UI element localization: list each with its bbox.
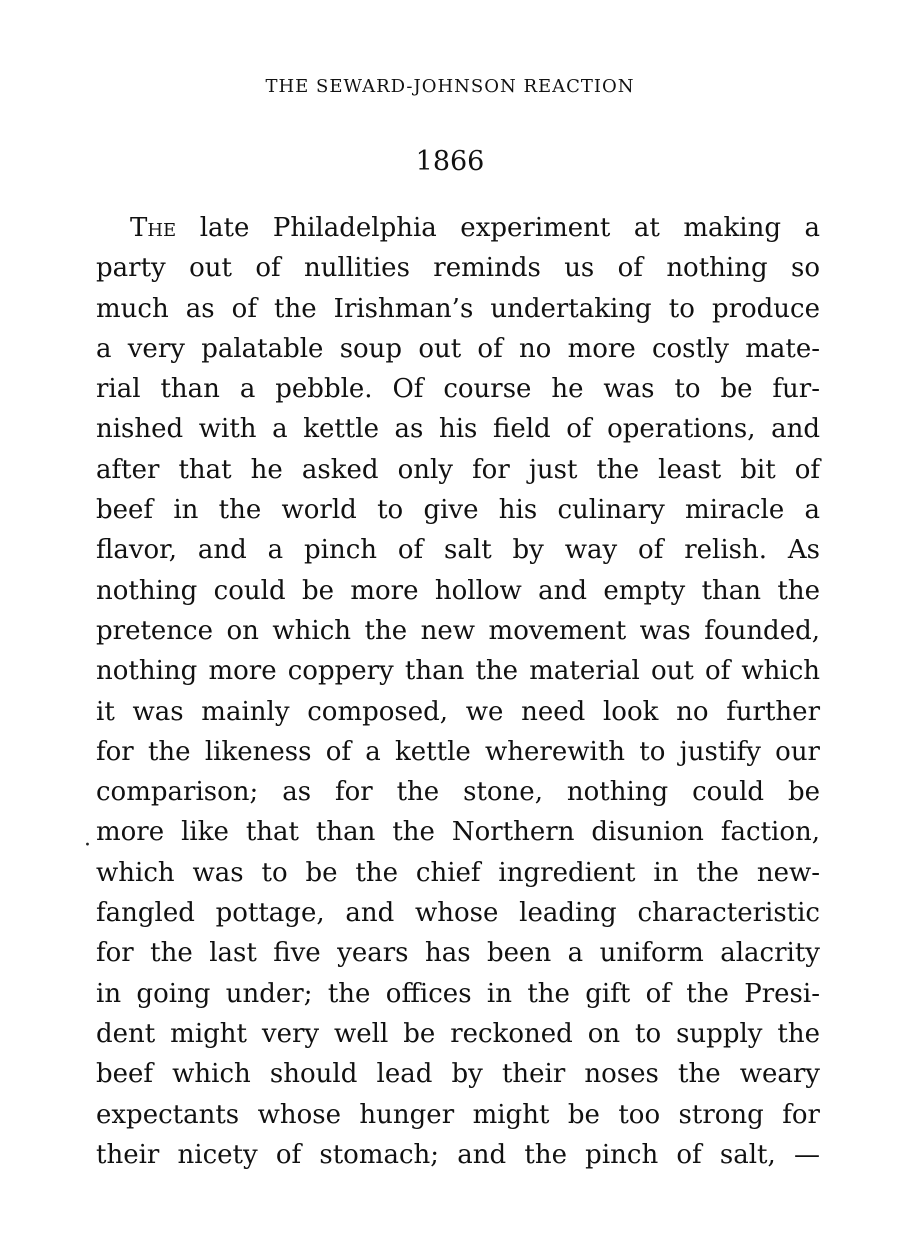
text-line: it was mainly composed, we need look no further (96, 696, 820, 727)
text-line: dent might very well be reckoned on to supply the (96, 1018, 820, 1049)
drop-word: The (130, 213, 177, 243)
text-line: in going under; the offices in the gift of the Presi- (96, 978, 820, 1009)
text-line: rial than a pebble. Of course he was to be fur- (96, 374, 820, 405)
body-paragraph (96, 208, 820, 1175)
text-line: expectants whose hunger might be too strong for (96, 1099, 820, 1130)
text-line: nished with a kettle as his field of operations, and (96, 414, 820, 445)
text-line: for the likeness of a kettle wherewith to justify our (96, 736, 820, 767)
text-line: much as of the Irishman’s undertaking to produce (96, 293, 820, 324)
text-line: their nicety of stomach; and the pinch of salt, — (96, 1139, 820, 1170)
text-line: a very palatable soup out of no more costly mate- (96, 333, 820, 364)
chapter-title: THE SEWARD-JOHNSON REACTION (265, 76, 635, 97)
text-line: The late Philadelphia experiment at making a (130, 213, 820, 243)
chapter-year: 1866 (415, 146, 485, 177)
text-line: for the last five years has been a uniform alacrity (96, 938, 820, 969)
text-line: nothing more coppery than the material out of which (96, 656, 820, 687)
text-line: comparison; as for the stone, nothing could be (96, 777, 820, 808)
text-line: fangled pottage, and whose leading characteristic (96, 898, 820, 929)
text-line: more like that than the Northern disunion faction, (96, 817, 820, 848)
margin-dot: · (84, 833, 91, 858)
text-line: nothing could be more hollow and empty than the (96, 575, 820, 606)
text-line: pretence on which the new movement was founded, (96, 615, 820, 646)
text-line: beef in the world to give his culinary miracle a (96, 495, 820, 526)
text-line: flavor, and a pinch of salt by way of relish. As (96, 535, 820, 566)
text-line: party out of nullities reminds us of nothing so (96, 253, 820, 284)
text-line: after that he asked only for just the least bit of (96, 454, 820, 485)
text-line: beef which should lead by their noses the weary (96, 1059, 820, 1090)
text-line: which was to be the chief ingredient in the new- (96, 857, 820, 888)
